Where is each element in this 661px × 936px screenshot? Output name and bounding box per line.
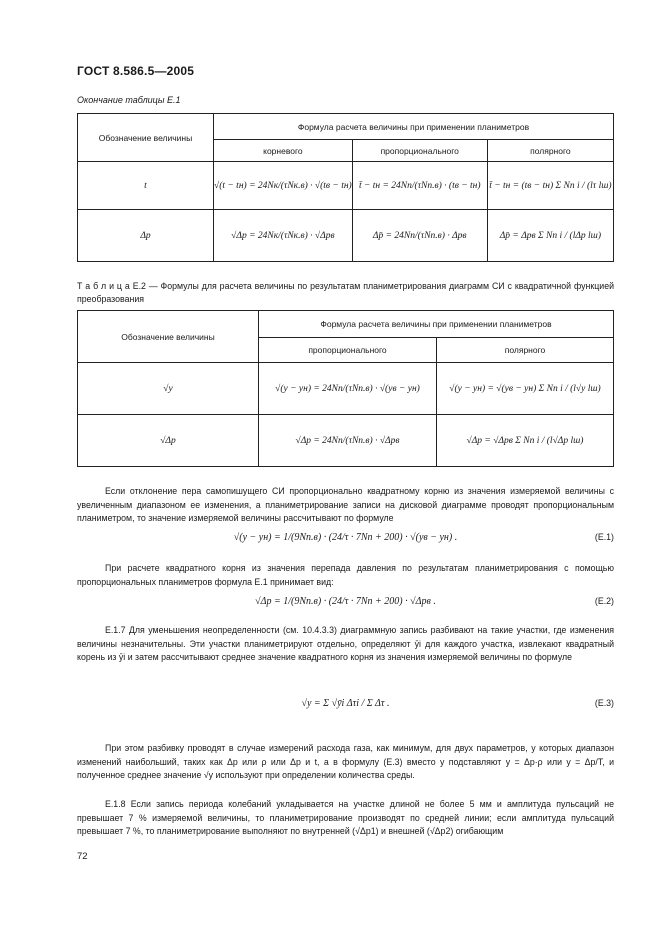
formula-cell: t̄ − tн = 24Nп/(τNп.в) · (tв − tн) bbox=[352, 162, 487, 210]
equation-e3 bbox=[77, 698, 614, 720]
col-formula-group-header: Формула расчета величины при применении планиметров bbox=[259, 311, 614, 338]
col-quantity-header: Обозначение величины bbox=[78, 311, 259, 363]
equation-body: √(y − yн) = 1/(9Nп.в) · (24/τ · 7Nп + 200) · √(yв − yн) . bbox=[233, 532, 458, 543]
formula-cell: t̄ − tн = (tв − tн) Σ Nп i / (lτ lш) bbox=[487, 162, 613, 210]
equation-number: (Е.3) bbox=[594, 698, 614, 708]
row-quantity: √Δp bbox=[78, 415, 259, 467]
paragraph: Если отклонение пера самопишущего СИ пропорционально квадратному корню из значения измеряемой величины с увеличенным диапазоном ее изменения, а планиметрирование записи на дисковой диаграмме проводят пропорциональным планиметром, то значение измеряемой величины рассчитывают по формуле bbox=[77, 486, 614, 523]
subcol-prop: пропорционального bbox=[259, 338, 437, 363]
col-formula-group-header: Формула расчета величины при применении планиметров bbox=[214, 114, 614, 140]
equation-number: (Е.1) bbox=[594, 532, 614, 542]
row-quantity: t bbox=[78, 162, 214, 210]
formula-cell: √Δp = 24Nп/(τNп.в) · √Δpв bbox=[259, 415, 437, 467]
equation-number: (Е.2) bbox=[594, 596, 614, 606]
table2-caption: Т а б л и ц а Е.2 — Формулы для расчета величины по результатам планиметрирования диаграмм СИ с квадратичной функцией преобразования bbox=[77, 281, 614, 304]
equation-body: √y = Σ √ȳi Δτi / Σ Δτ . bbox=[301, 698, 390, 709]
table-e1-end bbox=[77, 113, 614, 262]
table-e2 bbox=[77, 310, 614, 467]
formula-cell: √(y − yн) = 24Nп/(τNп.в) · √(yв − yн) bbox=[259, 363, 437, 415]
formula-cell: √Δp = 24Nк/(τNк.в) · √Δpв bbox=[214, 210, 353, 262]
paragraph: При расчете квадратного корня из значения перепада давления по результатам планиметрирования с помощью пропорциональных планиметров формула Е.1 принимает вид: bbox=[77, 563, 614, 587]
page-number: 72 bbox=[77, 851, 88, 862]
formula-cell: Δp̄ = Δpв Σ Nп i / (lΔp lш) bbox=[487, 210, 613, 262]
formula-cell: Δp̄ = 24Nп/(τNп.в) · Δpв bbox=[352, 210, 487, 262]
paragraph: Е.1.8 Если запись периода колебаний укладывается на участке длиной не более 5 мм и амплитуда пульсаций не превышает 7 % измеряемой величины, то планиметрирование производят по средней линии; если амплитуда пульсаций превышает 7 %, то планиметрирование выполняют по внутренней (√Δp1) и внешней (√Δp2) огибающим bbox=[77, 799, 614, 836]
subcol-polar: полярного bbox=[437, 338, 614, 363]
row-quantity: √y bbox=[78, 363, 259, 415]
equation-body: √Δp = 1/(9Nп.в) · (24/τ · 7Nп + 200) · √Δpв . bbox=[255, 596, 436, 607]
formula-cell: √(y − yн) = √(yв − yн) Σ Nп i / (l√y lш) bbox=[437, 363, 614, 415]
paragraph: Е.1.7 Для уменьшения неопределенности (см. 10.4.3.3) диаграммную запись разбивают на такие участки, где изменения величины незначительны. Эти участки планиметрируют отдельно, определяют ȳi для каждого участка, извлекают квадратный корень из ȳi и затем рассчитывают среднее значение квадратного корня из значения измеряемой величины по формуле bbox=[77, 625, 614, 662]
formula-cell: √(t − tн) = 24Nк/(τNк.в) · √(tв − tн) bbox=[214, 162, 353, 210]
subcol-polar: полярного bbox=[487, 140, 613, 162]
paragraph: При этом разбивку проводят в случае измерений расхода газа, как минимум, для двух параметров, у которых диапазон изменений наибольший, таких как Δp или ρ или Δp и t, а в формулу (Е.3) вместо y подставляют y = Δp·ρ или y = Δp/T, и полученное среднее значение √y используют при определении количества среды. bbox=[77, 743, 614, 780]
table1-caption: Окончание таблицы Е.1 bbox=[77, 95, 181, 105]
col-quantity-header: Обозначение величины bbox=[78, 114, 214, 162]
subcol-root: корневого bbox=[214, 140, 353, 162]
equation-e2 bbox=[77, 596, 614, 618]
row-quantity: Δp bbox=[78, 210, 214, 262]
document-header: ГОСТ 8.586.5—2005 bbox=[77, 64, 195, 78]
formula-cell: √Δp = √Δpв Σ Nп i / (l√Δp lш) bbox=[437, 415, 614, 467]
subcol-prop: пропорционального bbox=[352, 140, 487, 162]
equation-e1 bbox=[77, 532, 614, 554]
